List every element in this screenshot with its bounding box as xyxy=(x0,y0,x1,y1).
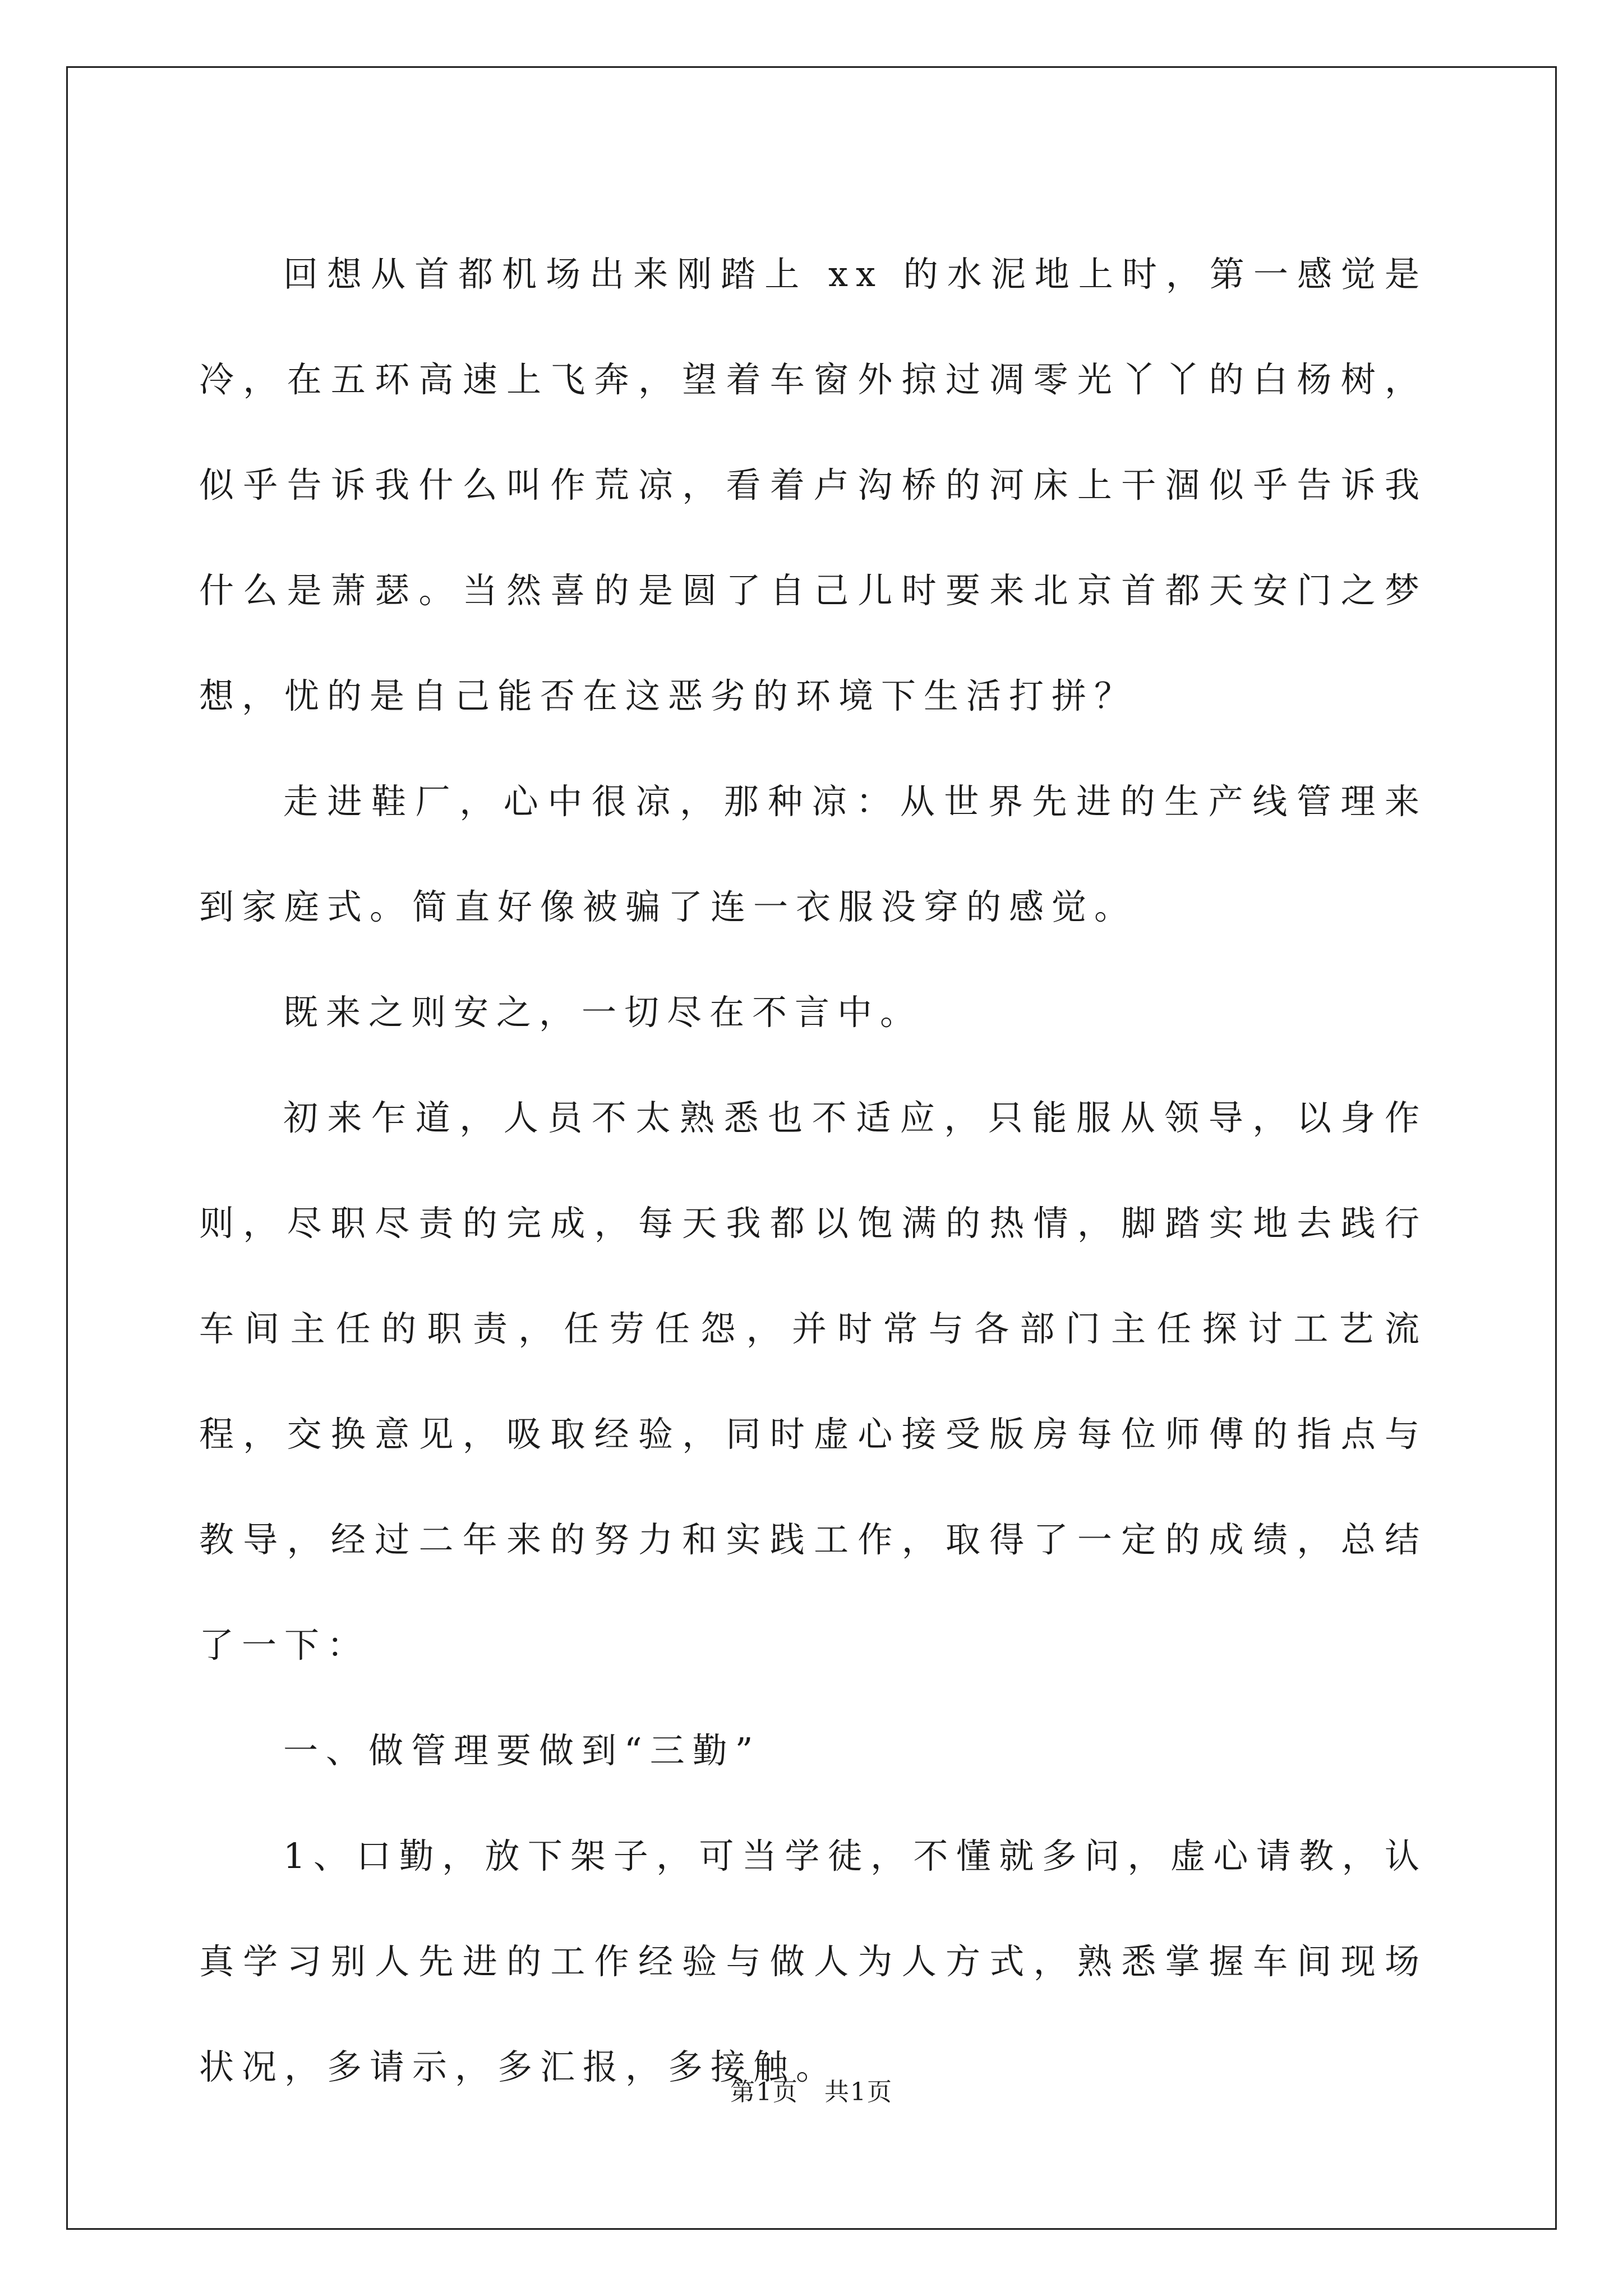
paragraph-shoe-factory: 走进鞋厂，心中很凉，那种凉：从世界先进的生产线管理来到家庭式。简直好像被骗了连一衣服没穿的感觉。 xyxy=(199,781,1427,927)
section-heading-three-diligences: 一、做管理要做到“三勤” xyxy=(283,1730,761,1771)
paragraph-point-1: 1、口勤，放下架子，可当学徒，不懂就多问，虚心请教，认真学习别人先进的工作经验与做人为人方式，熟悉掌握车间现场状况，多请示，多汇报，多接触。 xyxy=(199,1835,1427,2087)
paragraph-work-summary: 初来乍道，人员不太熟悉也不适应，只能服从领导，以身作则，尽职尽责的完成，每天我都以饱满的热情，脚踏实地去践行车间主任的职责，任劳任怨，并时常与各部门主任探讨工艺流程，交换意见，吸取经验，同时虚心接受版房每位师傅的指点与教导，经过二年来的努力和实践工作，取得了一定的成绩，总结了一下： xyxy=(199,1097,1427,1665)
paragraph-acceptance: 既来之则安之，一切尽在不言中。 xyxy=(283,992,923,1033)
page-footer: 第1页 共1页 xyxy=(730,2078,893,2106)
document-body xyxy=(199,222,1427,2120)
paragraph-intro: 回想从首都机场出来刚踏上 xx 的水泥地上时，第一感觉是冷，在五环高速上飞奔，望着车窗外掠过凋零光丫丫的白杨树，似乎告诉我什么叫作荒凉，看着卢沟桥的河床上干涸似乎告诉我什么是萧瑟。当然喜的是圆了自己儿时要来北京首都天安门之梦想，忧的是自己能否在这恶劣的环境下生活打拼？ xyxy=(199,254,1427,716)
